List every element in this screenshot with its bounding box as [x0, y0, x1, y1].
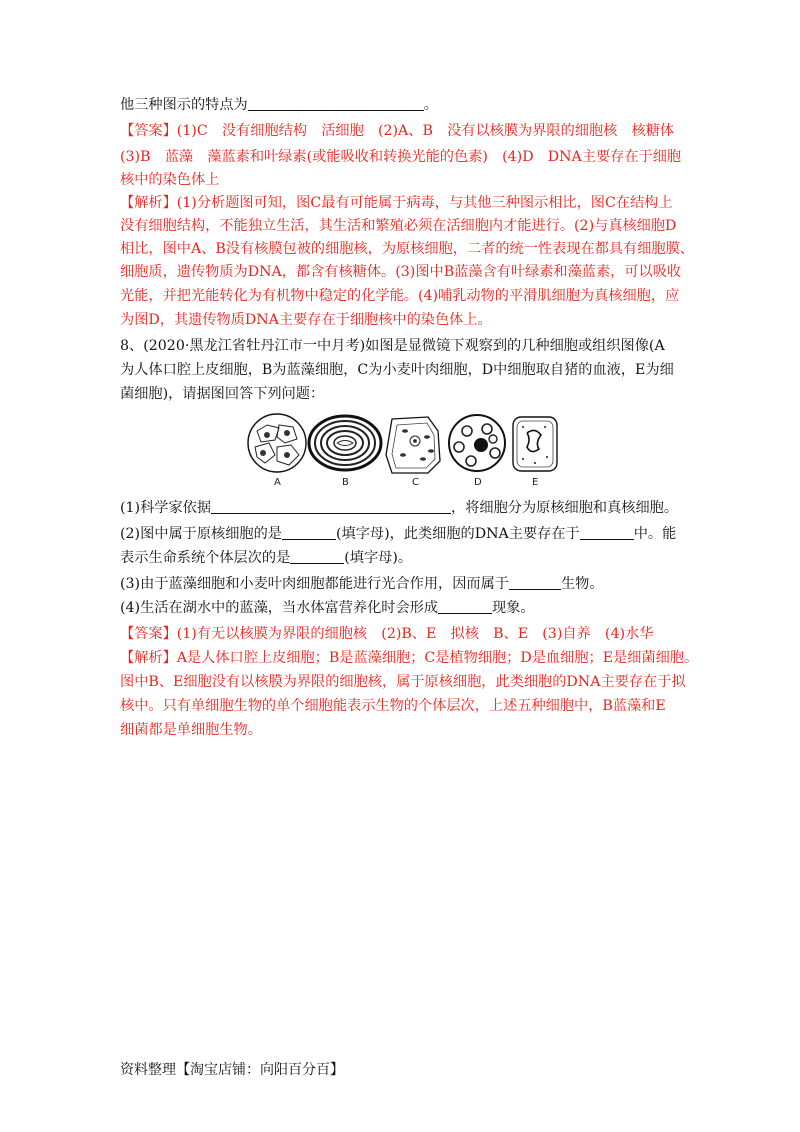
answer-7-line-2: (3)B 蓝藻 藻蓝素和叶绿素(或能吸收和转换光能的色素) (4)D DNA主要存在于细胞	[120, 149, 682, 165]
figure-label-d: D	[474, 477, 482, 488]
question-text: 。	[423, 97, 438, 113]
question-8-2	[120, 524, 676, 544]
cell-d-drawing	[449, 415, 505, 471]
answer-blank	[509, 575, 561, 590]
question-text: 现象。	[492, 600, 535, 616]
page-footer: 资料整理【淘宝店铺：向阳百分百】	[120, 1062, 344, 1078]
question-text: ，将细胞分为原核细胞和真核细胞。	[451, 500, 679, 516]
cell-illustrations	[245, 413, 565, 493]
question-8-3	[120, 574, 604, 594]
answer-blank	[248, 96, 424, 111]
analysis-8-line-4: 细菌都是单细胞生物。	[120, 722, 262, 738]
analysis-7-line-5: 光能，并把光能转化为有机物中稳定的化学能。(4)哺乳动物的平滑肌细胞为真核细胞，应	[120, 288, 680, 304]
figure-label-c: C	[412, 477, 419, 488]
cell-c-drawing	[386, 417, 440, 473]
question-8-line-1: 8、(2020·黑龙江省牡丹江市一中月考)如图是显微镜下观察到的几种细胞或组织图像(A	[120, 338, 665, 354]
analysis-7-line-4: 细胞质，遗传物质为DNA，都含有核糖体。(3)图中B蓝藻含有叶绿素和藻蓝素，可以吸收	[120, 264, 682, 280]
question-text: 他三种图示的特点为	[120, 97, 248, 113]
question-text: (填字母)。	[344, 550, 413, 566]
figure-label-e: E	[532, 477, 539, 488]
figure-label-a: A	[274, 477, 281, 488]
analysis-7-line-3: 相比，图中A、B没有核膜包被的细胞核，为原核细胞，二者的统一性表现在都具有细胞膜、	[120, 241, 694, 257]
question-text: 表示生命系统个体层次的是	[120, 550, 291, 566]
question-text: (填字母)，此类细胞的DNA主要存在于	[335, 526, 580, 542]
cell-a-drawing	[248, 414, 306, 472]
analysis-8-line-2: 图中B、E细胞没有以核膜为界限的细胞核，属于原核细胞，此类细胞的DNA主要存在于拟	[120, 674, 686, 690]
analysis-8-line-3: 核中。只有单细胞生物的单个细胞能表示生物的个体层次，上述五种细胞中，B蓝藻和E	[120, 698, 666, 714]
figure-label-b: B	[342, 477, 349, 488]
question-8-2-cont	[120, 548, 412, 568]
question-8-4	[120, 598, 535, 618]
analysis-8-line-1: 【解析】A是人体口腔上皮细胞；B是蓝藻细胞；C是植物细胞；D是血细胞；E是细菌细胞。	[120, 650, 699, 666]
question-text: (4)生活在湖水中的蓝藻，当水体富营养化时会形成	[120, 600, 439, 616]
question-text: (2)图中属于原核细胞的是	[120, 526, 282, 542]
question-text: 中。能	[633, 526, 677, 542]
question-text: 生物。	[560, 576, 604, 592]
answer-blank	[290, 549, 344, 564]
question-8-line-2: 为人体口腔上皮细胞，B为蓝藻细胞，C为小麦叶肉细胞，D中细胞取自猪的血液，E为细	[120, 362, 674, 378]
answer-blank	[211, 499, 451, 514]
question-8-line-3: 菌细胞)，请据图回答下列问题：	[120, 386, 325, 402]
question-text: (3)由于蓝藻细胞和小麦叶肉细胞都能进行光合作用，因而属于	[120, 576, 509, 592]
analysis-7-line-1: 【解析】(1)分析题图可知，图C最有可能属于病毒，与其他三种图示相比，图C在结构上	[120, 195, 673, 211]
question-7-tail	[120, 95, 438, 115]
cell-e-drawing	[513, 417, 557, 471]
answer-7-line-1: 【答案】(1)C 没有细胞结构 活细胞 (2)A、B 没有以核膜为界限的细胞核 核糖体	[120, 123, 675, 139]
cell-b-drawing	[309, 416, 381, 470]
analysis-7-line-6: 为图D，其遗传物质DNA主要存在于细胞核中的染色体上。	[120, 312, 492, 328]
answer-7-line-3: 核中的染色体上	[120, 172, 220, 188]
answer-8: 【答案】(1)有无以核膜为界限的细胞核 (2)B、E 拟核 B、E (3)自养 (4)水华	[120, 626, 654, 642]
question-8-1	[120, 498, 678, 518]
answer-blank	[282, 525, 336, 540]
cell-figure	[245, 413, 565, 493]
question-text: (1)科学家依据	[120, 500, 212, 516]
answer-blank	[580, 525, 634, 540]
analysis-7-line-2: 没有细胞结构，不能独立生活，其生活和繁殖必须在活细胞内才能进行。(2)与真核细胞D	[120, 218, 677, 234]
answer-blank	[438, 599, 492, 614]
